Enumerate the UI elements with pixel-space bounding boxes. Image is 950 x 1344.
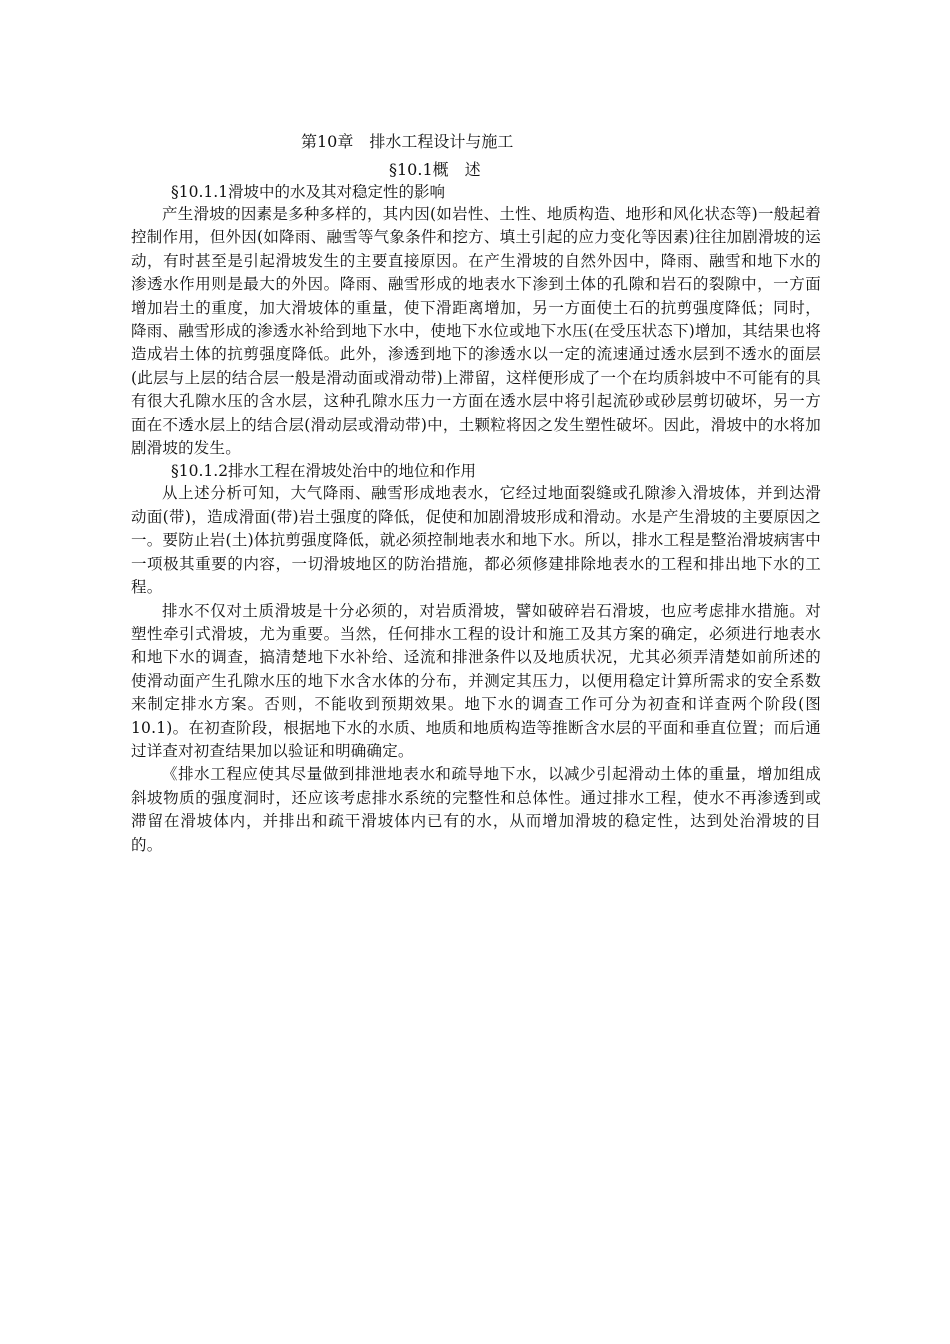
section-title: §10.1概 述	[389, 160, 481, 179]
subsection-2	[131, 460, 821, 857]
body-paragraph: 《排水工程应使其尽量做到排泄地表水和疏导地下水，以减少引起滑动土体的重量，增加组成斜坡物质的强度洞时，还应该考虑排水系统的完整性和总体性。通过排水工程，使水不再渗透到或滞留在滑坡体内，并排出和疏干滑坡体内已有的水，从而增加滑坡的稳定性，达到处治滑坡的目的。	[131, 765, 821, 854]
body-paragraph: 产生滑坡的因素是多种多样的，其内因(如岩性、土性、地质构造、地形和风化状态等)一般起着控制作用，但外因(如降雨、融雪等气象条件和挖方、填土引起的应力变化等因素)往往加剧滑坡的运动，有时甚至是引起滑坡发生的主要直接原因。在产生滑坡的自然外因中，降雨、融雪和地下水的渗透水作用则是最大的外因。降雨、融雪形成的地表水下渗到土体的孔隙和岩石的裂隙中，一方面增加岩土的重度，加大滑坡体的重量，使下滑距离增加，另一方面使土石的抗剪强度降低；同时，降雨、融雪形成的渗透水补给到地下水中，使地下水位或地下水压(在受压状态下)增加，其结果也将造成岩土体的抗剪强度降低。此外，渗透到地下的渗透水以一定的流速通过透水层到不透水的面层(此层与上层的结合层一般是滑动面或滑动带)上滞留，这样便形成了一个在均质斜坡中不可能有的具有很大孔隙水压的含水层，这种孔隙水压力一方面在透水层中将引起流砂或砂层剪切破坏，另一方面在不透水层上的结合层(滑动层或滑动带)中，土颗粒将因之发生塑性破坏。因此，滑坡中的水将加剧滑坡的发生。	[131, 205, 821, 458]
subsection-heading: §10.1.2排水工程在滑坡处治中的地位和作用	[171, 462, 477, 481]
chapter-title: 第10章 排水工程设计与施工	[301, 132, 514, 151]
subsection-heading: §10.1.1滑坡中的水及其对稳定性的影响	[171, 183, 446, 201]
body-paragraph: 从上述分析可知，大气降雨、融雪形成地表水，它经过地面裂缝或孔隙渗入滑坡体，并到达滑动面(带)，造成滑面(带)岩土强度的降低，促使和加剧滑坡形成和滑动。水是产生滑坡的主要原因之一。要防止岩(土)体抗剪强度降低，就必须控制地表水和地下水。所以，排水工程是整治滑坡病害中一项极其重要的内容，一切滑坡地区的防治措施，都必须修建排除地表水的工程和排出地下水的工程。	[131, 484, 821, 597]
document-body	[131, 131, 821, 857]
subsection-1	[131, 181, 821, 460]
body-paragraph: 排水不仅对土质滑坡是十分必须的，对岩质滑坡，譬如破碎岩石滑坡，也应考虑排水措施。对塑性牵引式滑坡，尤为重要。当然，任何排水工程的设计和施工及其方案的确定，必须进行地表水和地下水的调查，搞清楚地下水补给、迳流和排泄条件以及地质状况，尤其必须弄清楚如前所述的使滑动面产生孔隙水压的地下水含水体的分布，并测定其压力，以便用稳定计算所需求的安全系数来制定排水方案。否则，不能收到预期效果。地下水的调查工作可分为初查和详查两个阶段(图10.1)。在初查阶段，根据地下水的水质、地质和地质构造等推断含水层的平面和垂直位置；而后通过详查对初查结果加以验证和明确确定。	[131, 601, 821, 760]
